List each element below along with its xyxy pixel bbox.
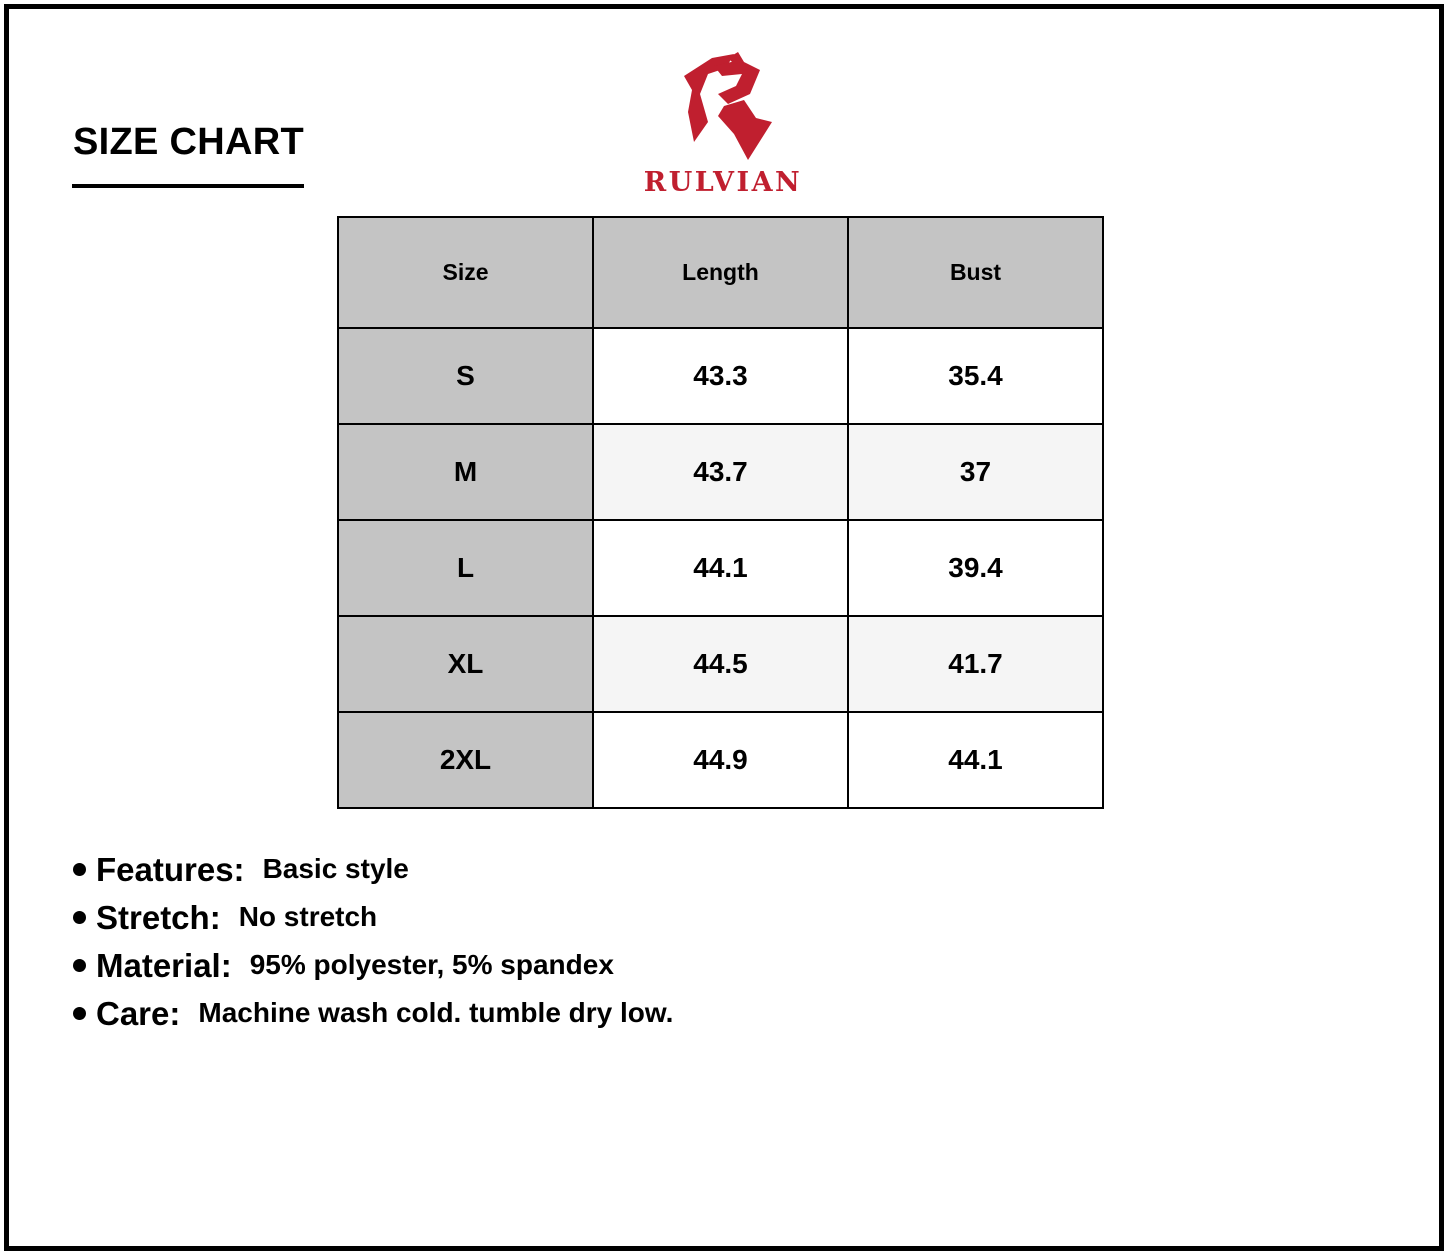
- size-cell: 2XL: [338, 712, 593, 808]
- spec-label: Features:: [96, 851, 245, 888]
- table-row: [338, 328, 1103, 424]
- table-header-row: [338, 217, 1103, 328]
- brand-logo: [626, 50, 820, 200]
- bust-cell: 39.4: [848, 520, 1103, 616]
- size-cell: M: [338, 424, 593, 520]
- size-cell: S: [338, 328, 593, 424]
- length-cell: 43.3: [593, 328, 848, 424]
- spec-value: 95% polyester, 5% spandex: [249, 949, 614, 980]
- spec-material: [72, 944, 673, 992]
- column-header-size: Size: [338, 217, 593, 328]
- bullet-icon: [73, 911, 86, 924]
- spec-value: Basic style: [262, 853, 409, 884]
- spec-stretch: [72, 896, 673, 944]
- title-underline: [72, 184, 304, 188]
- size-cell: L: [338, 520, 593, 616]
- rulvian-r-logo-icon: [678, 50, 774, 164]
- brand-name: RULVIAN: [643, 167, 803, 198]
- column-header-bust: Bust: [848, 217, 1103, 328]
- spec-label: Care:: [96, 995, 181, 1032]
- bust-cell: 35.4: [848, 328, 1103, 424]
- table-row: [338, 424, 1103, 520]
- bust-cell: 44.1: [848, 712, 1103, 808]
- page-title: SIZE CHART: [73, 121, 304, 163]
- bullet-icon: [73, 1007, 86, 1020]
- spec-label: Material:: [96, 947, 232, 984]
- product-specs-list: [72, 848, 673, 1040]
- size-cell: XL: [338, 616, 593, 712]
- table-row: [338, 712, 1103, 808]
- spec-value: Machine wash cold. tumble dry low.: [198, 997, 674, 1028]
- spec-features: [72, 848, 673, 896]
- bust-cell: 37: [848, 424, 1103, 520]
- column-header-length: Length: [593, 217, 848, 328]
- bullet-icon: [73, 863, 86, 876]
- table-row: [338, 520, 1103, 616]
- length-cell: 43.7: [593, 424, 848, 520]
- length-cell: 44.9: [593, 712, 848, 808]
- length-cell: 44.5: [593, 616, 848, 712]
- table-row: [338, 616, 1103, 712]
- spec-label: Stretch:: [96, 899, 221, 936]
- length-cell: 44.1: [593, 520, 848, 616]
- spec-value: No stretch: [238, 901, 378, 932]
- bullet-icon: [73, 959, 86, 972]
- spec-care: [72, 992, 673, 1040]
- size-table: [337, 216, 1104, 809]
- bust-cell: 41.7: [848, 616, 1103, 712]
